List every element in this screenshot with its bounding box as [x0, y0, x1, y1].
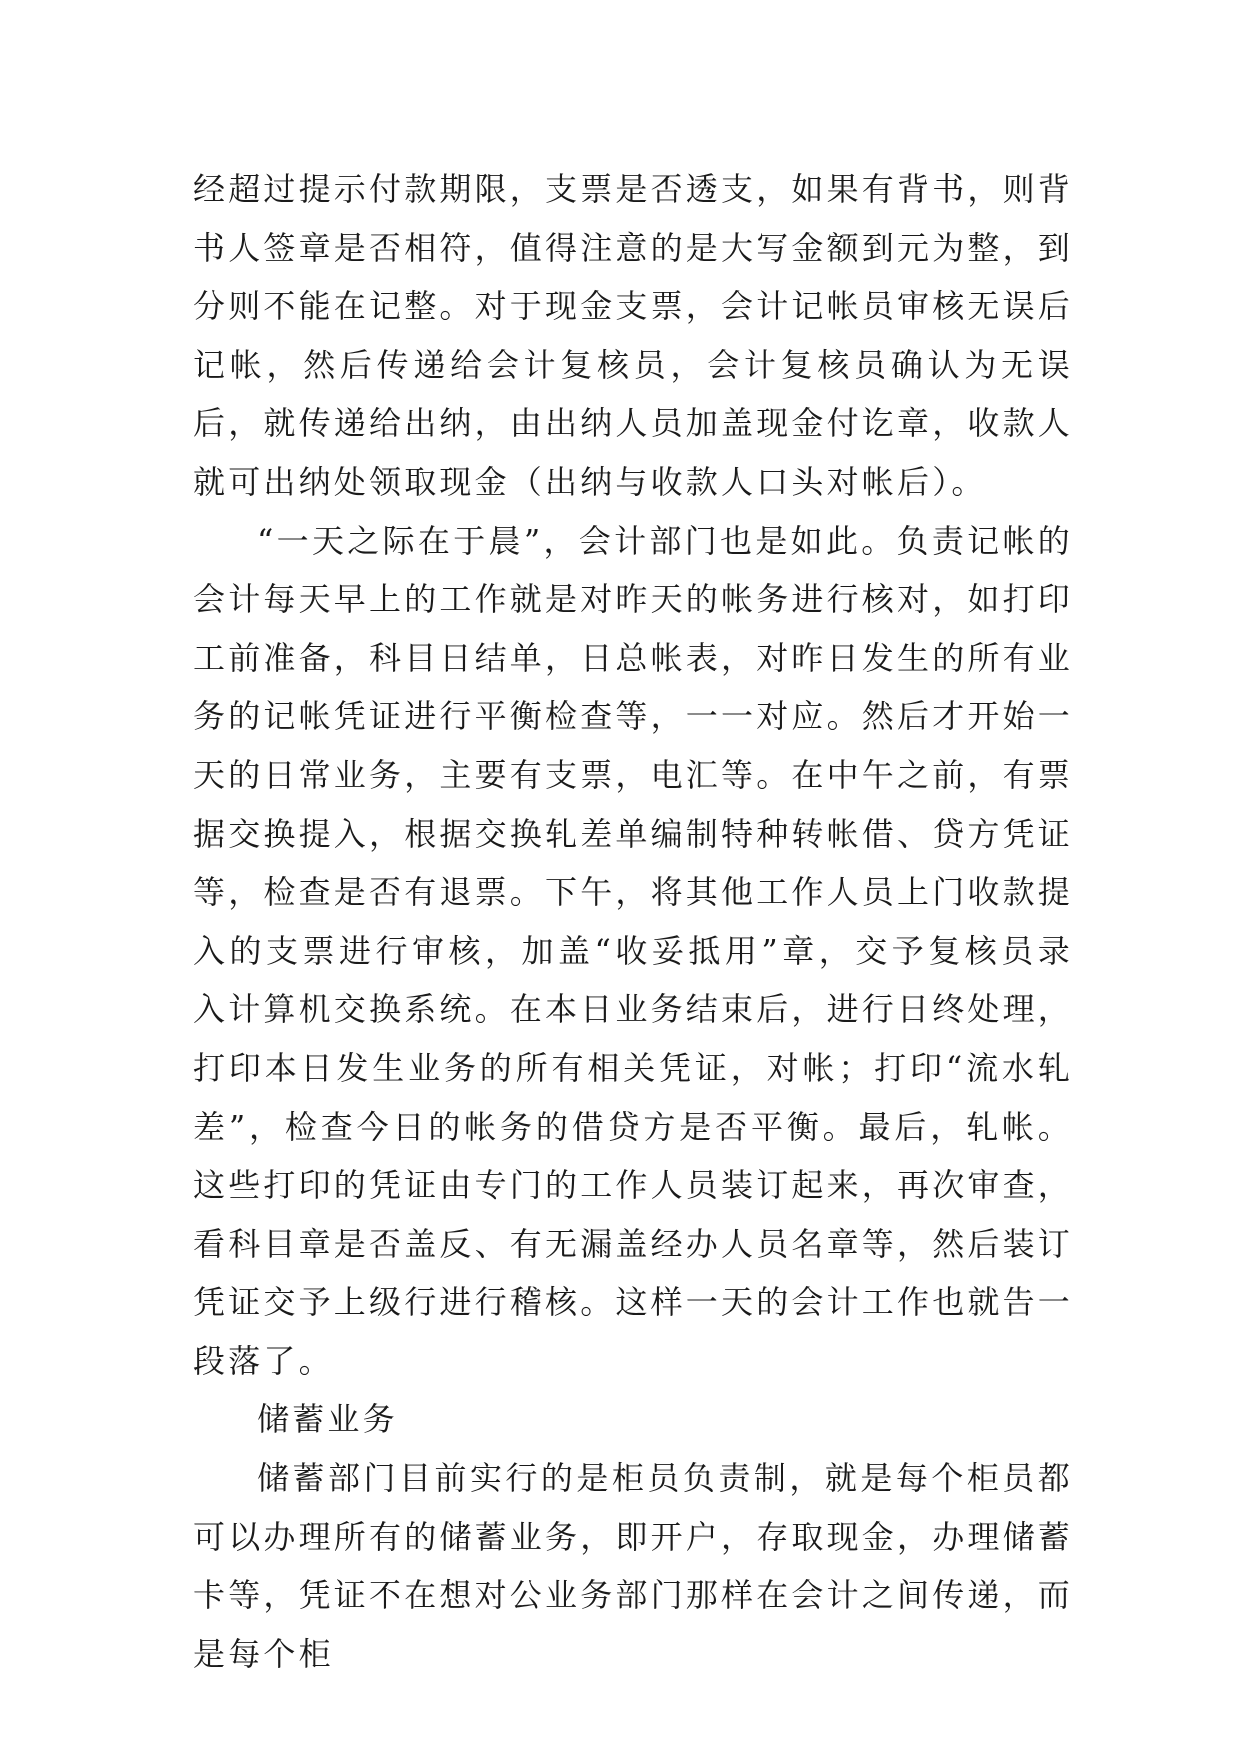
paragraph-check-review: 经超过提示付款期限，支票是否透支，如果有背书，则背书人签章是否相符，值得注意的是大写金额到元为整，到分则不能在记整。对于现金支票，会计记帐员审核无误后记帐，然后传递给会计复核员，会计复核员确认为无误后，就传递给出纳，由出纳人员加盖现金付讫章，收款人就可出纳处领取现金（出纳与收款人口头对帐后）。 [193, 170, 1074, 501]
paragraph-daily-accounting: “一天之际在于晨”，会计部门也是如此。负责记帐的会计每天早上的工作就是对昨天的帐务进行核对，如打印工前准备，科目日结单，日总帐表，对昨日发生的所有业务的记帐凭证进行平衡检查等，一一对应。然后才开始一天的日常业务，主要有支票，电汇等。在中午之前，有票据交换提入，根据交换轧差单编制特种转帐借、贷方凭证等，检查是否有退票。下午，将其他工作人员上门收款提入的支票进行审核，加盖“收妥抵用”章，交予复核员录入计算机交换系统。在本日业务结束后，进行日终处理，打印本日发生业务的所有相关凭证，对帐；打印“流水轧差”，检查今日的帐务的借贷方是否平衡。最后，轧帐。这些打印的凭证由专门的工作人员装订起来，再次审查，看科目章是否盖反、有无漏盖经办人员名章等，然后装订凭证交予上级行进行稽核。这样一天的会计工作也就告一段落了。 [193, 521, 1074, 1380]
section-heading-savings: 储蓄业务 [257, 1400, 398, 1439]
document-body [193, 160, 1073, 1683]
paragraph-savings-department: 储蓄部门目前实行的是柜员负责制，就是每个柜员都可以办理所有的储蓄业务，即开户，存取现金，办理储蓄卡等，凭证不在想对公业务部门那样在会计之间传递，而是每个柜 [193, 1459, 1074, 1673]
